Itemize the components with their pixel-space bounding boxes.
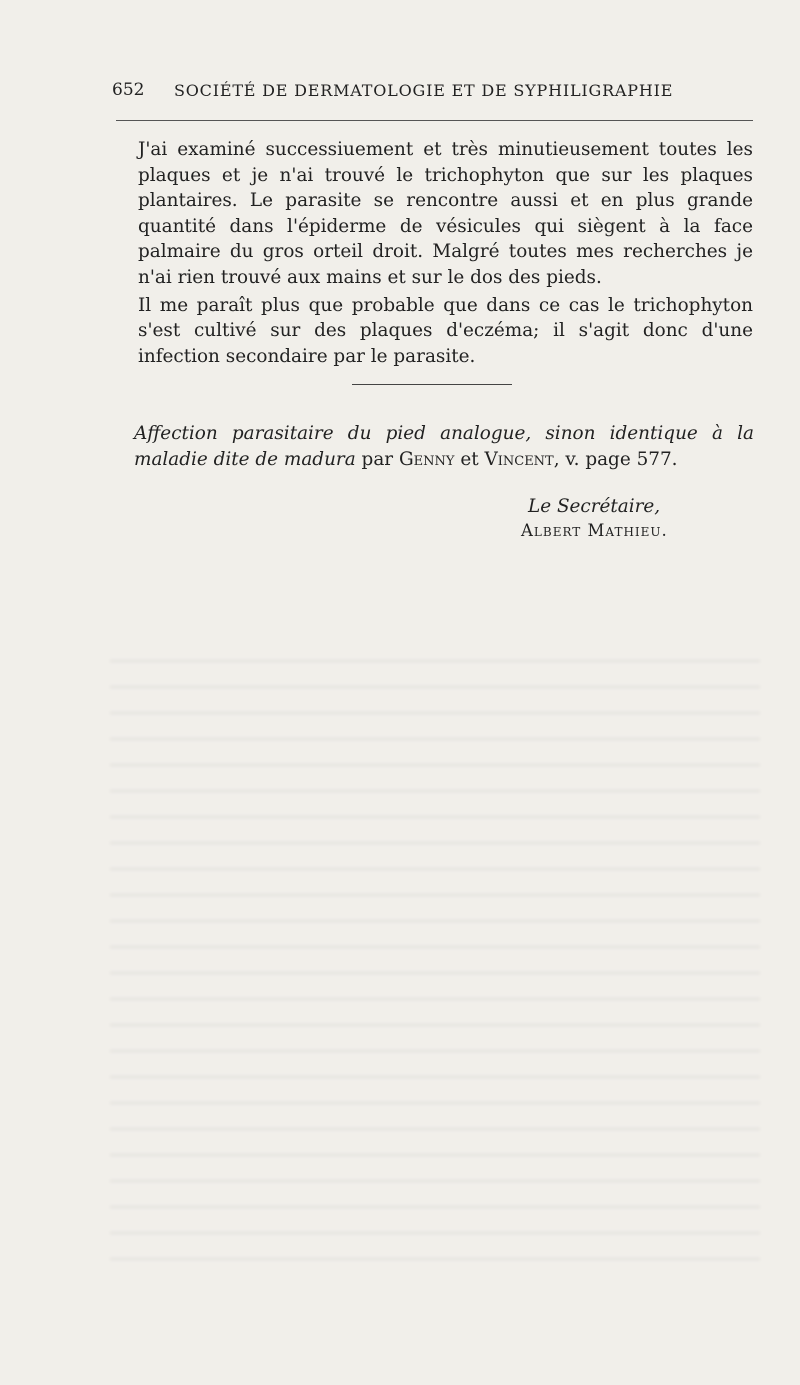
- page-header: [112, 80, 692, 106]
- signature-role: Le Secrétaire,: [528, 496, 661, 517]
- body-text: [138, 137, 753, 369]
- reference-author-1: Genny: [398, 448, 455, 470]
- reference-and: et: [460, 448, 479, 470]
- page-number: 652: [112, 80, 145, 100]
- reference-by: par: [361, 448, 394, 470]
- section-divider: [352, 384, 512, 385]
- reference-page: , v. page 577.: [553, 448, 678, 470]
- signature-name: Albert Mathieu.: [521, 521, 668, 540]
- reference-note: [134, 421, 754, 472]
- header-rule: [116, 120, 753, 121]
- paragraph-2: Il me paraît plus que probable que dans ce cas le trichophyton s'est cultivé sur des plaques d'eczéma; il s'agit donc d'une infection secondaire par le parasite.: [138, 294, 753, 367]
- reference-author-2: Vincent: [484, 448, 554, 470]
- show-through-texture: [110, 650, 760, 1270]
- running-head: SOCIÉTÉ DE DERMATOLOGIE ET DE SYPHILIGRAPHIE: [174, 81, 674, 100]
- reference-title: Affection parasitaire du pied analogue, sinon identique à la maladie dite de madura: [134, 423, 754, 470]
- paragraph-1: J'ai examiné successiuement et très minutieusement toutes les plaques et je n'ai trouvé le trichophyton que sur les plaques plantaires. Le parasite se rencontre aussi et en plus grande quantité dans l'épiderme de vésicules qui siègent à la face palmaire du gros orteil droit. Malgré toutes mes recherches je n'ai rien trouvé aux mains et sur le dos des pieds.: [138, 139, 753, 288]
